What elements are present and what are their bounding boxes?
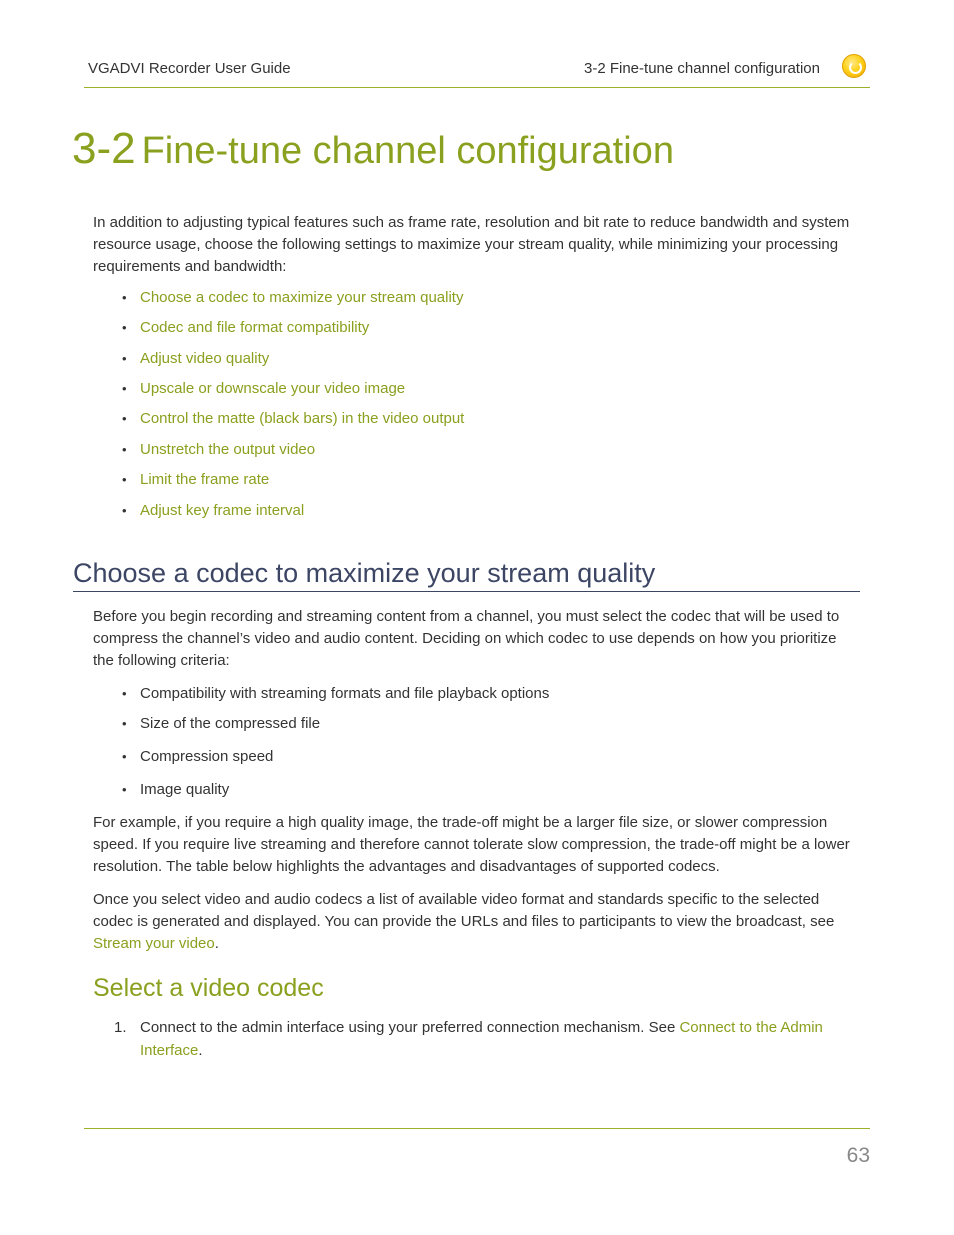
subsection-heading: Select a video codec <box>93 974 324 1002</box>
topic-link[interactable]: • Unstretch the output video <box>118 439 464 469</box>
section-paragraph-1: Before you begin recording and streaming content from a channel, you must select the codec that will be used to compress the channel’s video and audio content. Deciding on which codec to use depends on how you prioritize the following criteria: <box>93 608 840 669</box>
page-header <box>88 60 870 82</box>
topic-link[interactable]: • Control the matte (black bars) in the video output <box>118 408 464 439</box>
title-text: Fine-tune channel configuration <box>141 130 674 172</box>
criteria-item: • Size of the compressed file <box>118 713 549 746</box>
step-item <box>114 1016 860 1062</box>
topic-link[interactable]: • Adjust key frame interval <box>118 500 464 530</box>
footer-rule <box>84 1128 870 1129</box>
topic-link[interactable]: • Choose a codec to maximize your stream quality <box>118 287 464 317</box>
intro-paragraph: In addition to adjusting typical features such as frame rate, resolution and bit rate to reduce bandwidth and system resource usage, choose the following settings to maximize your stream quality, while minimizing your processing requirements and bandwidth: <box>93 214 850 275</box>
title-number: 3-2 <box>72 124 136 173</box>
step-number: 1. <box>114 1019 127 1036</box>
criteria-item: • Compatibility with streaming formats and file playback options <box>118 683 549 713</box>
step-end: . <box>198 1042 203 1059</box>
section-heading: Choose a codec to maximize your stream quality <box>73 558 860 592</box>
topic-link[interactable]: • Codec and file format compatibility <box>118 317 464 348</box>
step-text <box>140 1016 860 1062</box>
criteria-item: • Compression speed <box>118 746 549 779</box>
topic-link[interactable]: • Adjust video quality <box>118 348 464 378</box>
topic-link-list <box>118 287 464 530</box>
step-body: Connect to the admin interface using your preferred connection mechanism. See <box>140 1019 680 1036</box>
header-section-title: 3-2 Fine-tune channel configuration <box>584 60 820 77</box>
page-title <box>72 124 674 174</box>
header-guide-title: VGADVI Recorder User Guide <box>88 60 291 77</box>
page-number: 63 <box>846 1144 870 1167</box>
topic-link[interactable]: • Upscale or downscale your video image <box>118 378 464 408</box>
section-paragraph-3 <box>93 889 859 955</box>
admin-interface-link[interactable]: Connect to the Admin Interface <box>140 1019 823 1059</box>
topic-link[interactable]: • Limit the frame rate <box>118 469 464 500</box>
epiphan-logo-icon <box>842 54 866 78</box>
paragraph-3-end: . <box>214 935 219 952</box>
criteria-item: • Image quality <box>118 779 549 809</box>
criteria-list <box>118 683 549 809</box>
section-paragraph-2: For example, if you require a high quality image, the trade-off might be a larger file size, or slower compression speed. If you require live streaming and therefore cannot tolerate slow compression, the trade-off might be a lower resolution. The table below highlights the advantages and disadvantages of supported codecs. <box>93 814 850 875</box>
header-rule <box>84 87 870 88</box>
stream-video-link[interactable]: Stream your video <box>93 935 215 952</box>
paragraph-3-text: Once you select video and audio codecs a list of available video format and standards specific to the selected codec is generated and displayed. You can provide the URLs and files to participants to view the broadcast, see <box>93 891 835 930</box>
